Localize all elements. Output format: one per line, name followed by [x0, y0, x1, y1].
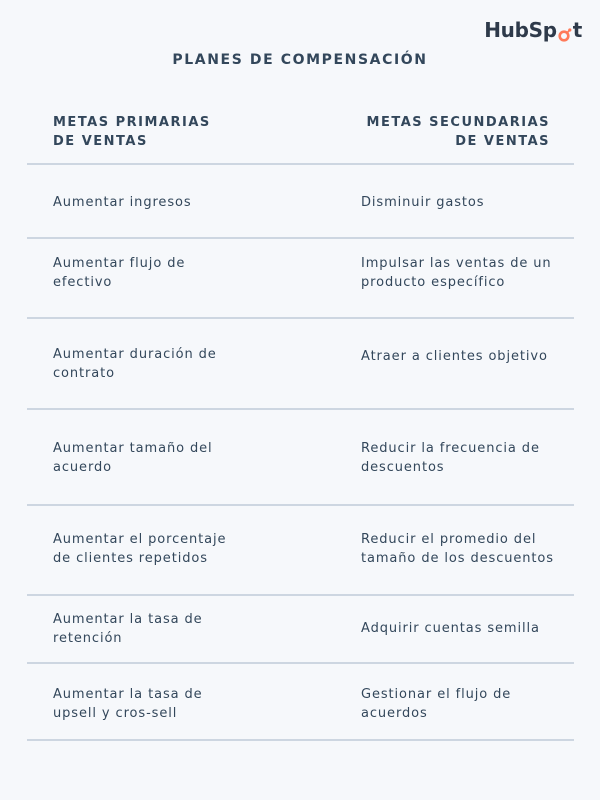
secondary-goal-cell: Adquirir cuentas semilla	[361, 621, 540, 636]
page-title: PLANES DE COMPENSACIÓN	[172, 52, 428, 68]
hubspot-logo	[484, 18, 582, 42]
divider	[27, 594, 574, 596]
primary-goal-cell: Aumentar la tasa de retención	[53, 612, 203, 646]
primary-goal-cell: Aumentar ingresos	[53, 195, 192, 210]
primary-goal-cell: Aumentar el porcentaje de clientes repetidos	[53, 532, 227, 566]
secondary-goal-cell: Gestionar el flujo de acuerdos	[361, 687, 512, 721]
primary-goal-cell: Aumentar duración de contrato	[53, 347, 217, 381]
secondary-goal-cell: Disminuir gastos	[361, 195, 485, 210]
secondary-goal-cell: Reducir la frecuencia de descuentos	[361, 441, 540, 475]
divider	[27, 237, 574, 239]
secondary-goals-header: METAS SECUNDARIAS DE VENTAS	[366, 115, 550, 149]
logo-text-prefix: HubSp	[484, 18, 557, 42]
primary-goal-cell: Aumentar la tasa de upsell y cros-sell	[53, 687, 203, 721]
secondary-goal-cell: Atraer a clientes objetivo	[361, 349, 548, 364]
primary-goals-header: METAS PRIMARIAS DE VENTAS	[53, 115, 211, 149]
divider	[27, 739, 574, 741]
divider	[27, 662, 574, 664]
divider	[27, 317, 574, 319]
primary-goal-cell: Aumentar flujo de efectivo	[53, 256, 186, 290]
primary-goal-cell: Aumentar tamaño del acuerdo	[53, 441, 213, 475]
secondary-goal-cell: Impulsar las ventas de un producto específico	[361, 256, 552, 290]
divider	[27, 163, 574, 165]
logo-text-suffix: t	[572, 18, 582, 42]
divider	[27, 504, 574, 506]
divider	[27, 408, 574, 410]
secondary-goal-cell: Reducir el promedio del tamaño de los descuentos	[361, 532, 554, 566]
sprocket-icon	[557, 24, 572, 39]
